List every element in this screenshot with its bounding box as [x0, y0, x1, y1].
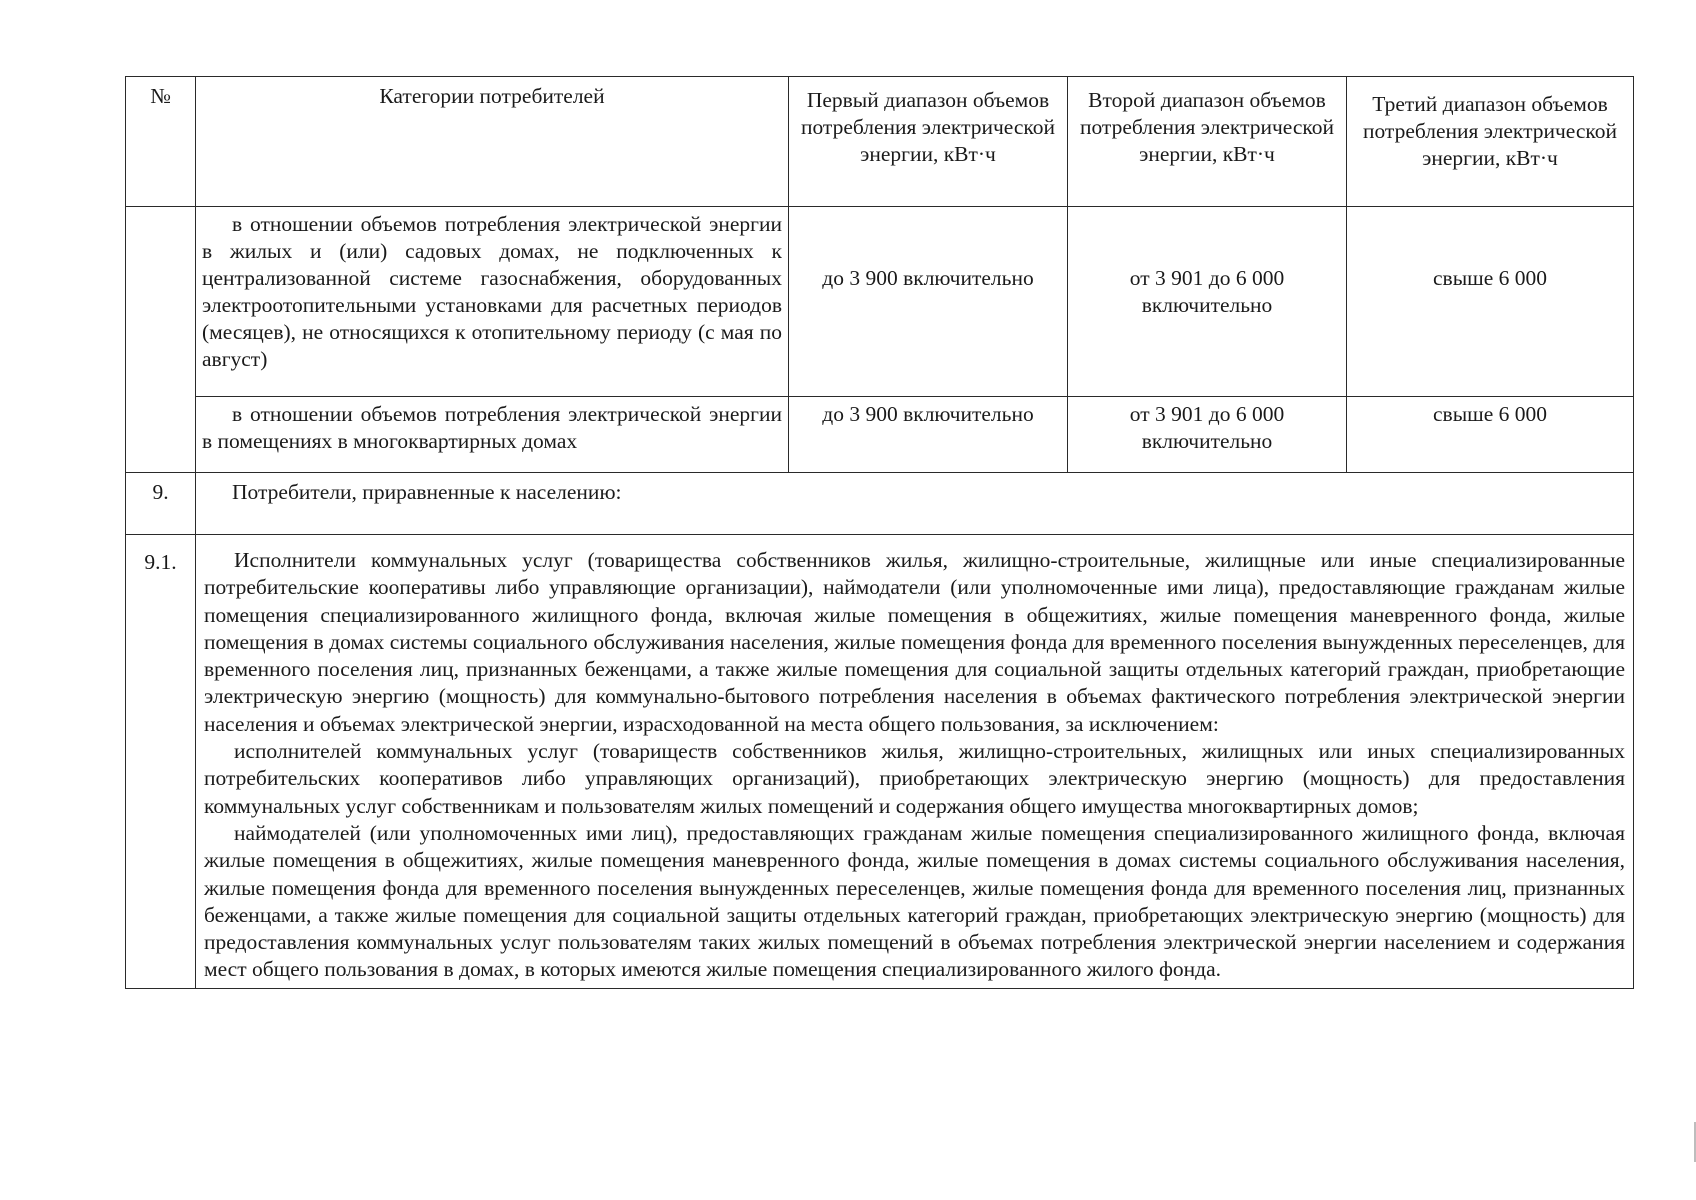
- section-9-1-paragraph: исполнителей коммунальных услуг (товариществ собственников жилья, жилищно-строительных, жилищных или иных специализированных потребительских кооперативов либо управляющих организаций), приобретающих электрическую энергию (мощность) для предоставления коммунальных услуг собственникам и пользователям жилых помещений и содержания общего имущества многоквартирных домов;: [204, 739, 1625, 818]
- section-9-1-paragraph: наймодателей (или уполномоченных ими лиц), предоставляющих гражданам жилые помещения специализированного жилищного фонда, включая жилые помещения в общежитиях, жилые помещения маневренного фонда, жилые помещения в домах системы социального обслуживания населения, жилые помещения фонда для временного поселения вынужденных переселенцев, жилые помещения фонда для временного поселения лиц, признанных беженцами, а также жилые помещения для социальной защиты отдельных категорий граждан, приобретающих электрическую энергию (мощность) для предоставления коммунальных услуг пользователям таких жилых помещений в объемах потребления электрической энергии населением и содержания мест общего пользования в домах, в которых имеются жилые помещения специализированного жилого фонда.: [204, 820, 1625, 982]
- section-9-number: 9.: [126, 473, 196, 535]
- section-9-1-text: [196, 535, 1634, 989]
- row-category-paragraph: в отношении объемов потребления электрической энергии в помещениях в многоквартирных домах: [202, 402, 782, 453]
- row-range-1-value: до 3 900 включительно: [789, 207, 1068, 397]
- header-range-3: Третий диапазон объемов потребления электрической энергии, кВт·ч: [1347, 77, 1634, 207]
- row-range-2-value: от 3 901 до 6 000 включительно: [1068, 207, 1347, 397]
- row-range-2-value: от 3 901 до 6 000 включительно: [1068, 397, 1347, 473]
- row-category-text: [196, 207, 789, 397]
- header-category: Категории потребителей: [196, 77, 789, 207]
- section-9-title: Потребители, приравненные к населению:: [196, 473, 1634, 535]
- row-category-text: [196, 397, 789, 473]
- section-9-1-number: 9.1.: [126, 535, 196, 989]
- section-9-row: [126, 473, 1634, 535]
- row-range-3-value: свыше 6 000: [1347, 397, 1634, 473]
- row-range-3-value: свыше 6 000: [1347, 207, 1634, 397]
- section-9-1-paragraph: Исполнители коммунальных услуг (товарищества собственников жилья, жилищно-строительные, жилищные или иные специализированные потребительские кооперативы либо управляющие организации), наймодатели (или уполномоченные ими лица), предоставляющие гражданам жилые помещения специализированного жилищного фонда, включая жилые помещения в общежитиях, жилые помещения маневренного фонда, жилые помещения в домах системы социального обслуживания населения, жилые помещения фонда для временного поселения вынужденных переселенцев, для временного поселения лиц, признанных беженцами, а также жилые помещения для социальной защиты отдельных категорий граждан, приобретающие электрическую энергию (мощность) для коммунально-бытового потребления населения в объемах фактического потребления электрической энергии населения и объемах электрической энергии, израсходованной на места общего пользования, за исключением:: [204, 548, 1625, 736]
- tariff-table: [125, 76, 1634, 989]
- header-number: №: [126, 77, 196, 207]
- header-range-2: Второй диапазон объемов потребления электрической энергии, кВт·ч: [1068, 77, 1347, 207]
- table-row: [126, 207, 1634, 397]
- row-category-paragraph: в отношении объемов потребления электрической энергии в жилых и (или) садовых домах, не подключенных к централизованной системе газоснабжения, оборудованных электроотопительными установками для расчетных периодов (месяцев), не относящихся к отопительному периоду (с мая по август): [202, 212, 782, 371]
- table-row: [126, 397, 1634, 473]
- section-9-1-row: [126, 535, 1634, 989]
- row-number-empty: [126, 207, 196, 473]
- table-header-row: [126, 77, 1634, 207]
- header-range-1: Первый диапазон объемов потребления электрической энергии, кВт·ч: [789, 77, 1068, 207]
- row-range-1-value: до 3 900 включительно: [789, 397, 1068, 473]
